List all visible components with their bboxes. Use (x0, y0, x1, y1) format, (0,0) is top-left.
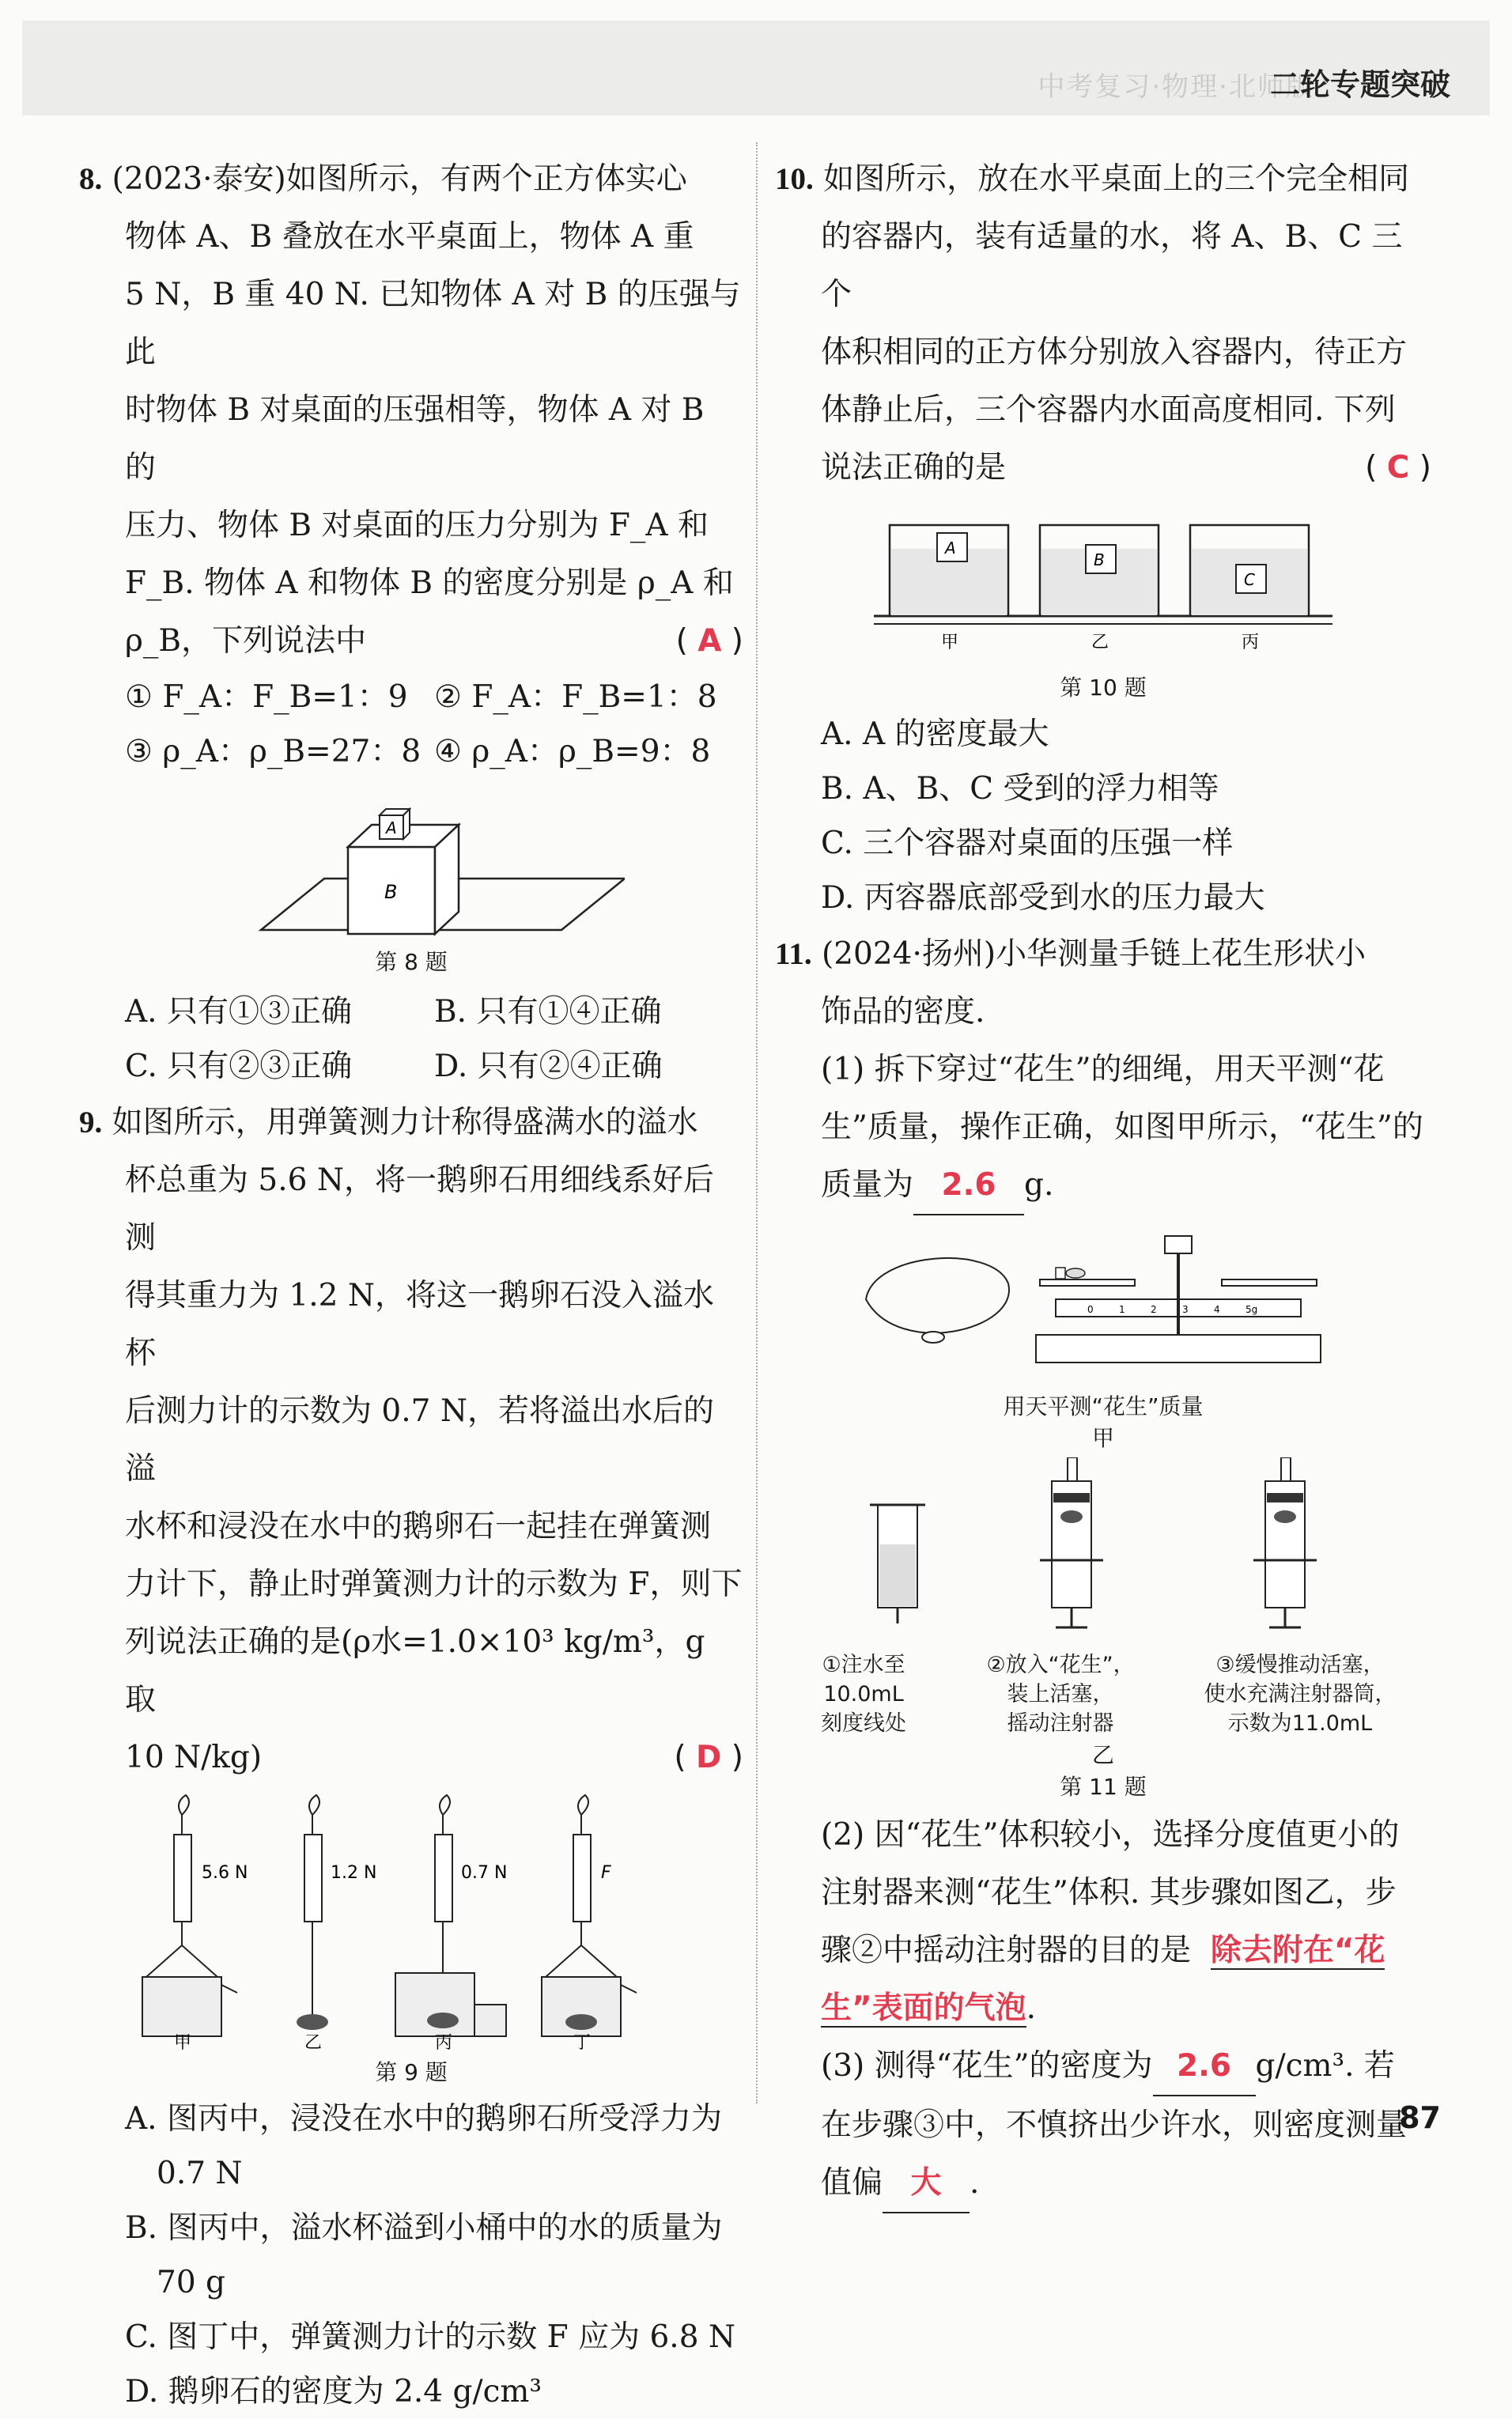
reading-bing: 0.7 N (461, 1863, 508, 1883)
q11-p1-prefix: 质量为 (821, 1167, 914, 1203)
q9-answer: D (696, 1740, 722, 1775)
q9-number: 9. (79, 1106, 103, 1140)
question-10 (775, 150, 1431, 925)
q9-option-c: C. 图丁中，弹簧测力计的示数 F 应为 6.8 N (125, 2319, 736, 2355)
q10-line: 体静止后，三个容器内水面高度相同. 下列 (821, 392, 1396, 428)
cube-label: A (945, 539, 956, 558)
label-jia: 甲 (174, 2033, 192, 2052)
q9-line: 如图所示，用弹簧测力计称得盛满水的溢水 (112, 1105, 698, 1140)
q8-statement-4: ④ ρ_A：ρ_B=9：8 (434, 734, 711, 769)
q11-number: 11. (775, 937, 812, 971)
label-bing: 丙 (435, 2033, 453, 2052)
scale-bing (395, 1795, 507, 2052)
q8-caption: 第 8 题 (375, 949, 448, 975)
scale-number: 1 (1119, 1304, 1125, 1315)
q11-p3-end: . (970, 2165, 980, 2201)
scale-jia (142, 1795, 248, 2052)
q9-line: 列说法正确的是(ρ水=1.0×10³ kg/m³，g 取 (125, 1624, 705, 1718)
q8-line: (2023·泰安)如图所示，有两个正方体实心 (112, 161, 687, 197)
q11-p1-line: (1) 拆下穿过“花生”的细绳，用天平测“花 (821, 1052, 1385, 1087)
scale-number: 4 (1214, 1304, 1220, 1315)
q8-number: 8. (79, 162, 103, 196)
step-text: 示数为11.0mL (1227, 1711, 1373, 1736)
step-text: ②放入“花生”， (986, 1653, 1135, 1677)
q10-answer-box: ( C ) (1365, 450, 1431, 486)
q8-line: 压力、物体 B 对桌面的压力分别为 F_A 和 (125, 508, 709, 543)
q11-figure-yi (775, 1457, 1431, 1801)
q10-line: 如图所示，放在水平桌面上的三个完全相同 (823, 161, 1410, 197)
q11-p3-prefix2: 值偏 (821, 2165, 883, 2201)
q11-line: 饰品的密度. (821, 994, 985, 1030)
q9-line: 后测力计的示数为 0.7 N，若将溢出水后的溢 (125, 1393, 714, 1487)
question-8 (79, 150, 743, 1094)
q11-p3-prefix: (3) 测得“花生”的密度为 (821, 2048, 1153, 2084)
cube-a-label: A (386, 818, 397, 837)
cube-label: B (1094, 550, 1105, 569)
header-title: 二轮专题突破 (1269, 67, 1450, 102)
step-text: ③缓慢推动活塞， (1215, 1653, 1385, 1677)
spring-scale-diagram (134, 1791, 688, 2052)
q10-line: 的容器内，装有适量的水，将 A、B、C 三个 (821, 219, 1403, 312)
q8-option-d: D. 只有②④正确 (434, 1049, 663, 1084)
q11-jia-label: 甲 (1091, 1425, 1114, 1451)
syringe-step-3-text (1169, 1650, 1431, 1738)
header-faint-text: 中考复习·物理·北师版 (1038, 71, 1314, 103)
q9-line: 得其重力为 1.2 N，将这一鹅卵石没入溢水杯 (125, 1278, 714, 1371)
step-text: 使水充满注射器筒， (1204, 1682, 1397, 1707)
q10-caption: 第 10 题 (1060, 675, 1147, 701)
q8-line: ρ_B，下列说法中 (125, 623, 367, 659)
q9-option-b: B. 图丙中，溢水杯溢到小桶中的水的质量为 (125, 2210, 723, 2246)
q11-p3-line: 在步骤③中，不慎挤出少许水，则密度测量 (821, 2107, 1408, 2143)
stacked-cubes-diagram (198, 784, 625, 942)
q8-line: 5 N，B 重 40 N. 已知物体 A 对 B 的压强与此 (125, 277, 741, 370)
q11-p3-answer: 2.6 (1153, 2037, 1256, 2096)
scale-number: 5g (1246, 1304, 1258, 1315)
container-bing (1190, 525, 1309, 652)
q9-option-d: D. 鹅卵石的密度为 2.4 g/cm³ (125, 2374, 542, 2410)
q10-option-a: A. A 的密度最大 (821, 716, 1049, 752)
cube-b-label: B (384, 881, 398, 903)
scale-ding (542, 1795, 637, 2052)
syringe-step-1-text (775, 1650, 952, 1738)
q11-line: (2024·扬州)小华测量手链上花生形状小 (822, 936, 1366, 972)
column-divider (756, 142, 759, 2103)
q8-option-b: B. 只有①④正确 (434, 994, 662, 1030)
q9-figure (79, 1791, 743, 2087)
q8-option-c: C. 只有②③正确 (125, 1049, 353, 1084)
balance-diagram (850, 1220, 1356, 1386)
syringe-steps-diagram (803, 1457, 1404, 1647)
q9-line: 杯总重为 5.6 N，将一鹅卵石用细线系好后测 (125, 1162, 714, 1256)
q11-p2-answer-part2: 生”表面的气泡 (821, 1990, 1026, 2026)
syringe-step-1 (870, 1505, 925, 1623)
step-text: 刻度线处 (821, 1711, 907, 1736)
q9-answer-box: ( D ) (674, 1740, 743, 1775)
q9-line: 力计下，静止时弹簧测力计的示数为 F，则下 (125, 1567, 743, 1602)
q11-p3-answer2: 大 (883, 2154, 970, 2213)
syringe-step-3 (1253, 1457, 1317, 1627)
q11-p2-prefix: 骤②中摇动注射器的目的是 (821, 1933, 1192, 1968)
container-label: 丙 (1242, 633, 1260, 652)
container-label: 甲 (941, 633, 959, 652)
three-containers-diagram (850, 501, 1356, 667)
q8-line: F_B. 物体 A 和物体 B 的密度分别是 ρ_A 和 (125, 565, 734, 601)
q9-option-a-cont: 0.7 N (157, 2156, 243, 2191)
q8-option-a: A. 只有①③正确 (125, 994, 352, 1030)
scale-number: 3 (1182, 1304, 1189, 1315)
step-text: 摇动注射器 (1007, 1711, 1114, 1736)
reading-ding: F (601, 1863, 611, 1883)
q9-caption: 第 9 题 (375, 2059, 448, 2085)
q8-line: 时物体 B 对桌面的压强相等，物体 A 对 B 的 (125, 392, 705, 486)
q10-figure (775, 501, 1431, 702)
left-column (79, 150, 743, 2419)
container-label: 乙 (1091, 633, 1109, 652)
q10-option-c: C. 三个容器对桌面的压强一样 (821, 826, 1234, 861)
step-text: ①注水至 (822, 1653, 905, 1677)
q8-line: 物体 A、B 叠放在水平桌面上，物体 A 重 (125, 219, 694, 255)
q8-statement-3: ③ ρ_A：ρ_B=27：8 (125, 734, 421, 769)
label-ding: 丁 (573, 2033, 592, 2052)
q8-statement-2: ② F_A：F_B=1：8 (434, 679, 717, 715)
syringe-step-2 (1040, 1457, 1103, 1627)
q11-p1-answer: 2.6 (913, 1156, 1024, 1215)
container-jia (890, 525, 1008, 652)
q11-p1-unit: g. (1024, 1167, 1054, 1203)
cube-label: C (1244, 570, 1255, 589)
q10-number: 10. (775, 162, 814, 196)
q10-line: 体积相同的正方体分别放入容器内，待正方 (821, 335, 1408, 370)
q11-caption: 第 11 题 (1060, 1774, 1147, 1800)
reading-yi: 1.2 N (331, 1863, 377, 1883)
step-text: 装上活塞， (1007, 1682, 1114, 1707)
q11-figure-jia (775, 1220, 1431, 1453)
q9-option-a: A. 图丙中，浸没在水中的鹅卵石所受浮力为 (125, 2101, 722, 2137)
right-column (775, 150, 1431, 2213)
q11-yi-label: 乙 (1091, 1742, 1114, 1768)
q10-option-b: B. A、B、C 受到的浮力相等 (821, 771, 1219, 807)
step-text: 10.0mL (823, 1682, 904, 1707)
q8-figure (79, 784, 743, 977)
q9-line: 水杯和浸没在水中的鹅卵石一起挂在弹簧测 (125, 1509, 712, 1544)
syringe-step-2-text (952, 1650, 1169, 1738)
q11-p2-line: 注射器来测“花生”体积. 其步骤如图乙，步 (821, 1875, 1397, 1911)
page-number: 87 (1399, 2100, 1441, 2135)
q10-option-d: D. 丙容器底部受到水的压力最大 (821, 880, 1265, 916)
question-11 (775, 925, 1431, 2213)
q10-line: 说法正确的是 (821, 450, 1007, 486)
q9-option-b-cont: 70 g (157, 2265, 225, 2300)
container-yi (1040, 525, 1159, 652)
q11-p2-end: . (1026, 1990, 1037, 2026)
q11-p2-line: (2) 因“花生”体积较小，选择分度值更小的 (821, 1817, 1400, 1853)
q9-line: 10 N/kg) (125, 1740, 263, 1775)
q8-statement-1: ① F_A：F_B=1：9 (125, 679, 408, 715)
q11-p2-answer-part1: 除去附在“花 (1210, 1933, 1385, 1968)
scale-yi (297, 1795, 376, 2052)
q11-p3-unit: g/cm³. 若 (1255, 2048, 1395, 2084)
reading-jia: 5.6 N (202, 1863, 248, 1883)
label-yi: 乙 (304, 2033, 323, 2052)
q10-answer: C (1386, 450, 1410, 486)
q11-p1-line: 生”质量，操作正确，如图甲所示，“花生”的 (821, 1109, 1423, 1145)
question-9 (79, 1094, 743, 2419)
q8-answer: A (697, 623, 722, 659)
q8-answer-box: ( A ) (675, 623, 743, 659)
q11-jia-caption: 用天平测“花生”质量 (1003, 1393, 1204, 1419)
scale-number: 2 (1151, 1304, 1157, 1315)
scale-number: 0 (1087, 1304, 1094, 1315)
